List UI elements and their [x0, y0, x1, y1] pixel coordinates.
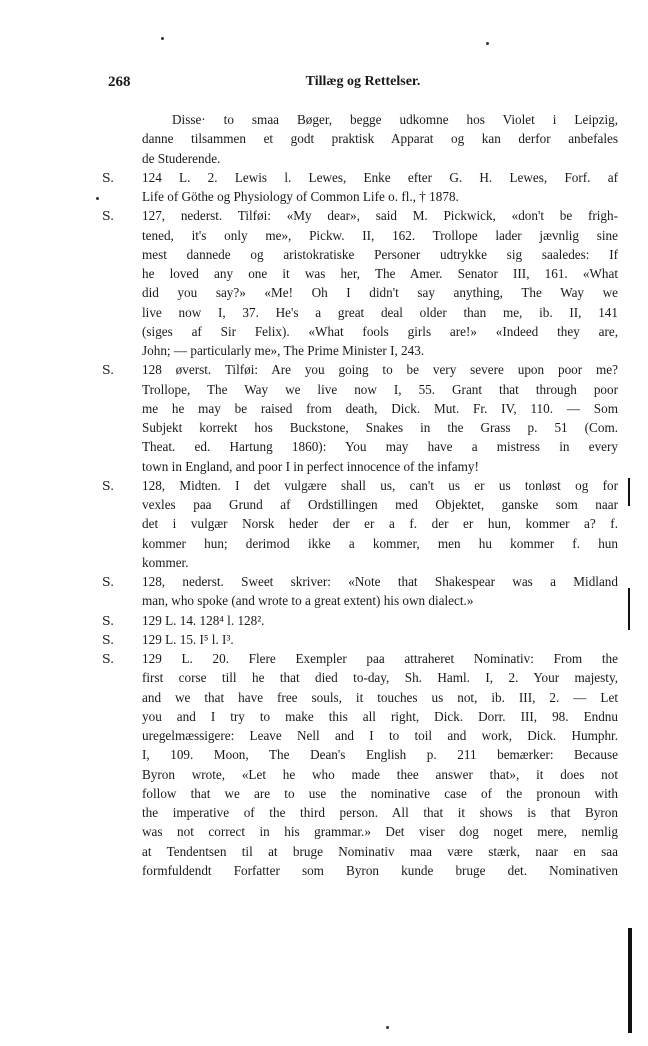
- entry-label: S.: [102, 362, 115, 378]
- text-line: and we that have free souls, it touches us not, ib. III, 2. — Let: [142, 689, 618, 705]
- text-line: mest dannede og aristokratiske Personer udtrykke sig saaledes: If: [142, 246, 618, 262]
- entry-text: [142, 110, 618, 168]
- entry-text: [142, 572, 618, 611]
- text-line: the imperative of the third person. All that it shows is that Byron: [142, 805, 618, 820]
- entry-text: [142, 206, 618, 360]
- text-line: Trollope, The Way we live now I, 55. Grant that through poor: [142, 381, 618, 397]
- entry-text: [142, 649, 618, 880]
- text-line: 128, nederst. Sweet skriver: «Note that Shakespear was a Midland: [142, 574, 618, 589]
- errata-entry: [102, 611, 618, 630]
- entry-text: [142, 360, 618, 476]
- print-speck: [486, 42, 489, 45]
- text-line: man, who spoke (and wrote to a great extent) his own dialect.»: [142, 593, 474, 609]
- text-line: vexles paa Grund af Ordstillingen med Objektet, ganske som naar: [142, 497, 618, 512]
- text-line: John; — particularly me», The Prime Minister I, 243.: [142, 343, 425, 358]
- text-line: 128 øverst. Tilføi: Are you going to be very severe upon poor me?: [142, 362, 618, 378]
- text-line: did you say?» «Me! Oh I didn't say anything, The Way we: [142, 285, 618, 301]
- text-line: you and I try to make this all right, Dick. Dorr. III, 98. Endnu: [142, 708, 618, 724]
- text-line: me he may be raised from death, Dick. Mut. Fr. IV, 110. — Som: [142, 400, 618, 416]
- text-line: tened, it's only me», Pickw. II, 162. Trollope lader jævnlig sine: [142, 227, 618, 243]
- text-line: Subjekt korrekt hos Buckstone, Snakes in the Grass p. 51 (Com.: [142, 420, 618, 435]
- page-number: 268: [108, 74, 131, 90]
- text-line: Life of Göthe og Physiology of Common Life o. fl., † 1878.: [142, 189, 459, 204]
- text-line: was not correct in his grammar.» Det viser dog noget mere, nemlig: [142, 824, 618, 840]
- scan-edge-bar: [628, 478, 630, 506]
- text-line: kommer hun; derimod ikke a kommer, men hu kommer f. hun: [142, 535, 618, 551]
- entry-label: S.: [102, 612, 115, 628]
- text-line: first corse till he that died to-day, Sh. Haml. I, 2. Your majesty,: [142, 670, 618, 686]
- errata-entry: [102, 649, 618, 880]
- text-line: follow that we are to use the nominative case of the pronoun with: [142, 785, 618, 801]
- text-line: town in England, and poor I in perfect innocence of the infamy!: [142, 458, 479, 474]
- text-line: at Tendentsen til at bruge Nominativ maa være stærk, naar en saa: [142, 843, 618, 859]
- entry-text: [142, 476, 618, 572]
- text-line: I, 109. Moon, The Dean's English p. 211 bemærker: Because: [142, 747, 618, 763]
- text-line: formfuldendt Forfatter som Byron kunde bruge det. Nominativen: [142, 862, 618, 878]
- errata-entry: [102, 206, 618, 360]
- errata-entry: [102, 360, 618, 476]
- text-line: kommer.: [142, 554, 189, 570]
- text-line: he loved any one it was her, The Amer. Senator III, 161. «What: [142, 266, 618, 281]
- text-line: 124 L. 2. Lewis l. Lewes, Enke efter G. H. Lewes, Forf. af: [142, 169, 618, 185]
- text-line: uregelmæssigere: Leave Nell and I to toil and work, Dick. Humphr.: [142, 728, 618, 743]
- text-line: live now I, 37. He's a great deal older than me, ib. II, 141: [142, 304, 618, 320]
- page-header: [108, 74, 618, 98]
- text-line: Theat. ed. Hartung 1860): You may have a mistress in every: [142, 439, 618, 455]
- errata-entry: [102, 630, 618, 649]
- entry-label: S.: [102, 208, 115, 224]
- entry-text: [142, 611, 618, 630]
- scan-edge-bar: [628, 588, 630, 630]
- errata-body: [102, 110, 618, 880]
- entry-text: [142, 630, 618, 649]
- text-line: 129 L. 20. Flere Exempler paa attraheret Nominativ: From the: [142, 651, 618, 666]
- errata-entry: [102, 168, 618, 207]
- running-title: Tillæg og Rettelser.: [305, 74, 421, 89]
- text-line: 129 L. 14. 128⁴ l. 128².: [142, 612, 265, 628]
- entry-text: [142, 168, 618, 207]
- scan-edge-bar: [628, 928, 632, 1033]
- entry-label: S.: [102, 477, 115, 493]
- entry-label: S.: [102, 169, 115, 185]
- print-speck: [96, 197, 99, 200]
- text-line: de Studerende.: [142, 150, 221, 166]
- print-speck: [386, 1026, 389, 1029]
- intro-paragraph: [102, 110, 618, 168]
- errata-entry: [102, 476, 618, 572]
- text-line: Byron wrote, «Let he who made thee answer that», it does not: [142, 766, 618, 782]
- entry-label: S.: [102, 651, 115, 666]
- text-line: 128, Midten. I det vulgære shall us, can't us er us tonløst og for: [142, 477, 618, 493]
- print-speck: [161, 37, 164, 40]
- text-line: (siges af Sir Felix). «What fools girls are!» «Indeed they are,: [142, 323, 618, 339]
- text-line: 127, nederst. Tilføi: «My dear», said M. Pickwick, «don't be frigh-: [142, 208, 618, 224]
- text-line: 129 L. 15. I⁵ l. I³.: [142, 631, 234, 647]
- text-line: det i vulgær Norsk heder der er a f. der er hun, kommer a? f.: [142, 516, 618, 532]
- entry-label: S.: [102, 574, 115, 589]
- text-line: danne tilsammen et godt praktisk Apparat og kan derfor anbefales: [142, 131, 618, 147]
- text-line: Disse· to smaa Bøger, begge udkomne hos Violet i Leipzig,: [172, 112, 618, 127]
- entry-label: S.: [102, 631, 115, 647]
- errata-entry: [102, 572, 618, 611]
